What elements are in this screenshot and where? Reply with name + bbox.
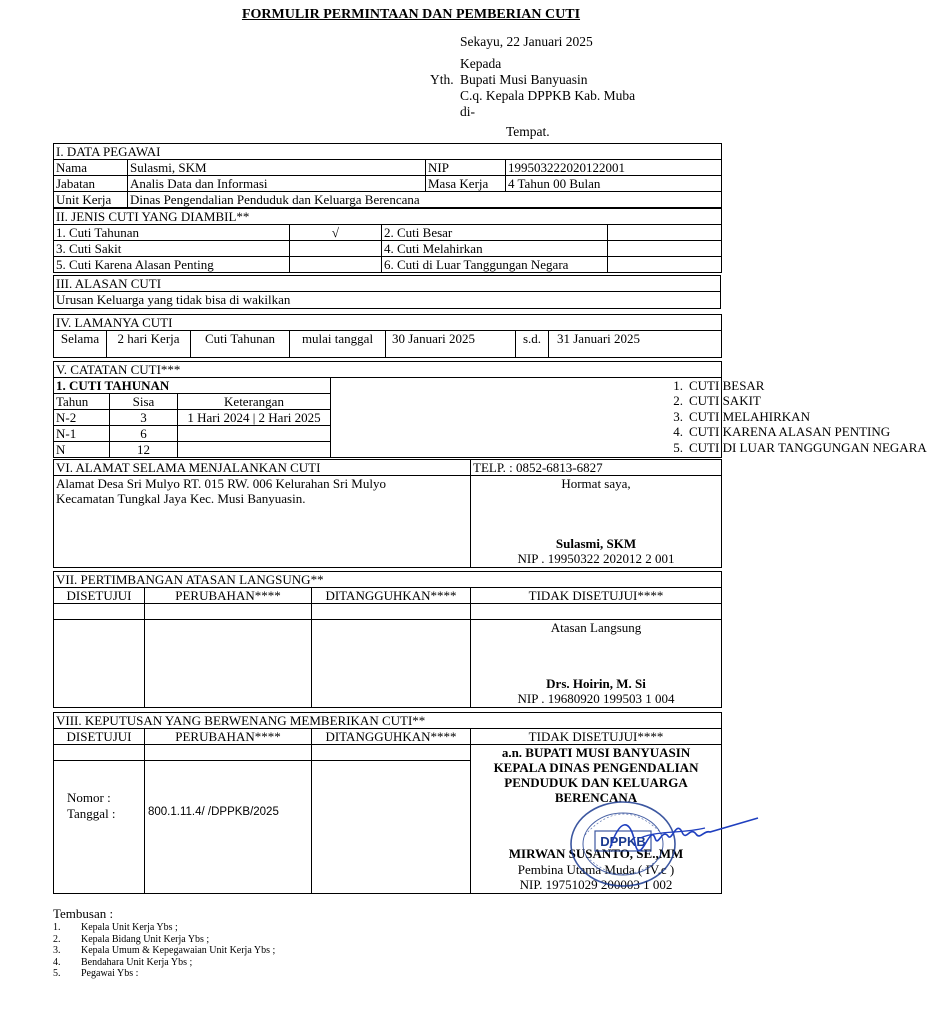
duration-value: 2 hari Kerja — [107, 331, 191, 358]
recipient-cq: C.q. Kepala DPPKB Kab. Muba — [460, 88, 636, 103]
list-item: 1. CUTI BESAR — [673, 378, 765, 393]
other-leave-list — [331, 378, 927, 458]
row-keterangan — [178, 442, 331, 458]
col-sisa: Sisa — [110, 394, 178, 410]
list-item: 5. CUTI DI LUAR TANGGUNGAN NEGARA — [673, 439, 927, 455]
place-date: Sekayu, 22 Januari 2025 — [460, 34, 593, 49]
cell-empty — [145, 745, 312, 761]
row-sisa: 12 — [110, 442, 178, 458]
option-cuti-tahunan: 1. Cuti Tahunan — [54, 225, 290, 241]
jabatan-value: Analis Data dan Informasi — [128, 176, 426, 192]
section-alamat — [53, 459, 722, 568]
section-alasan-cuti — [53, 275, 721, 309]
check-cell-empty — [608, 241, 722, 257]
applicant-signature-cell — [471, 476, 722, 568]
col-perubahan: PERUBAHAN**** — [145, 588, 312, 604]
cell-empty — [471, 604, 722, 620]
supervisor-name: Drs. Hoirin, M. Si — [546, 675, 646, 691]
cell-empty — [54, 604, 145, 620]
row-sisa: 3 — [110, 410, 178, 426]
check-cell-empty — [290, 241, 382, 257]
cell-empty — [312, 620, 471, 708]
official-rank: Pembina Utama Muda ( IV.c ) — [517, 861, 675, 877]
applicant-nip: NIP . 19950322 202012 2 001 — [517, 551, 675, 566]
unit-kerja-label: Unit Kerja — [54, 192, 128, 208]
section-heading: III. ALASAN CUTI — [54, 276, 721, 292]
signature-space — [471, 636, 721, 676]
list-item: 3. Kepala Umum & Kepegawaian Unit Kerja Ybs ; — [53, 945, 276, 956]
supervisor-nip: NIP . 19680920 199503 1 004 — [517, 691, 675, 706]
signature-space — [471, 805, 721, 846]
hormat-saya: Hormat saya, — [561, 476, 631, 491]
an-line-1: a.n. BUPATI MUSI BANYUASIN — [501, 745, 691, 760]
col-keterangan: Keterangan — [178, 394, 331, 410]
list-item: 4. Bendahara Unit Kerja Ybs ; — [53, 956, 193, 968]
section-heading: VIII. KEPUTUSAN YANG BERWENANG MEMBERIKAN CUTI** — [54, 713, 722, 729]
list-item: 2. Kepala Bidang Unit Kerja Ybs ; — [53, 933, 210, 945]
an-line-3: PENDUDUK DAN KELUARGA — [504, 775, 688, 790]
recipient-di: di- — [460, 104, 475, 119]
section-heading: II. JENIS CUTI YANG DIAMBIL** — [54, 209, 722, 225]
list-item: 4. CUTI KARENA ALASAN PENTING — [673, 424, 891, 440]
option-cuti-luar-tanggungan: 6. Cuti di Luar Tanggungan Negara — [382, 257, 608, 273]
row-tahun: N — [54, 442, 110, 458]
cell-empty — [145, 604, 312, 620]
list-item: 1. Kepala Unit Kerja Ybs ; — [53, 922, 178, 933]
official-name: MIRWAN SUSANTO, SE.,MM — [508, 846, 684, 861]
form-title: FORMULIR PERMINTAAN DAN PEMBERIAN CUTI — [241, 7, 581, 22]
jabatan-label: Jabatan — [54, 176, 128, 192]
section-pertimbangan-atasan — [53, 571, 722, 708]
list-item: 3. CUTI MELAHIRKAN — [673, 408, 810, 424]
cell-empty — [312, 761, 471, 894]
applicant-name: Sulasmi, SKM — [555, 535, 637, 551]
option-cuti-melahirkan: 4. Cuti Melahirkan — [382, 241, 608, 257]
check-cell-empty — [608, 257, 722, 273]
col-tidak-disetujui: TIDAK DISETUJUI**** — [471, 588, 722, 604]
section-heading: I. DATA PEGAWAI — [54, 144, 722, 160]
address-line-2: Kecamatan Tungkal Jaya Kec. Musi Banyuasin. — [56, 491, 306, 506]
row-keterangan — [178, 426, 331, 442]
check-cell-empty — [290, 257, 382, 273]
atasan-label: Atasan Langsung — [550, 620, 642, 635]
nama-label: Nama — [54, 160, 128, 176]
an-line-2: KEPALA DINAS PENGENDALIAN — [493, 760, 699, 775]
section-jenis-cuti — [53, 208, 722, 273]
option-cuti-sakit: 3. Cuti Sakit — [54, 241, 290, 257]
row-tahun: N-2 — [54, 410, 110, 426]
nip-label: NIP — [426, 160, 506, 176]
selama-label: Selama — [54, 331, 107, 358]
col-tahun: Tahun — [54, 394, 110, 410]
section-lamanya-cuti — [53, 314, 722, 358]
cell-empty — [312, 745, 471, 761]
other-leave-items — [331, 378, 927, 455]
cell-empty — [54, 620, 145, 708]
cuti-tahunan-subheading: 1. CUTI TAHUNAN — [54, 378, 331, 394]
tembusan-list — [53, 922, 275, 980]
section-heading: IV. LAMANYA CUTI — [54, 315, 722, 331]
cell-empty — [145, 620, 312, 708]
decision-number-cell — [145, 761, 312, 894]
end-date: 31 Januari 2025 — [549, 331, 722, 358]
tanggal-label: Tanggal : — [67, 806, 116, 821]
official-signature-cell — [471, 745, 722, 894]
check-cell-empty — [608, 225, 722, 241]
nomor-tanggal-cell — [54, 761, 145, 894]
official-nip: NIP. 19751029 200003 1 002 — [519, 877, 673, 892]
tembusan-heading: Tembusan : — [53, 906, 114, 921]
col-perubahan: PERUBAHAN**** — [145, 729, 312, 745]
col-disetujui: DISETUJUI — [54, 729, 145, 745]
masa-kerja-label: Masa Kerja — [426, 176, 506, 192]
row-sisa: 6 — [110, 426, 178, 442]
col-tidak-disetujui: TIDAK DISETUJUI**** — [471, 729, 722, 745]
start-date: 30 Januari 2025 — [386, 331, 516, 358]
decision-number: 800.1.11.4/ /DPPKB/2025 — [148, 806, 279, 818]
signature-space — [471, 492, 721, 536]
section-heading: VII. PERTIMBANGAN ATASAN LANGSUNG** — [54, 572, 722, 588]
row-tahun: N-1 — [54, 426, 110, 442]
section-data-pegawai — [53, 143, 722, 208]
nip-value: 199503222020122001 — [506, 160, 722, 176]
nomor-label: Nomor : — [67, 790, 111, 805]
cell-empty — [54, 745, 145, 761]
masa-kerja-value: 4 Tahun 00 Bulan — [506, 176, 722, 192]
col-ditangguhkan: DITANGGUHKAN**** — [312, 729, 471, 745]
nama-value: Sulasmi, SKM — [128, 160, 426, 176]
unit-kerja-value: Dinas Pengendalian Penduduk dan Keluarga Berencana — [128, 192, 722, 208]
option-cuti-alasan-penting: 5. Cuti Karena Alasan Penting — [54, 257, 290, 273]
address-cell — [54, 476, 471, 568]
section-heading: V. CATATAN CUTI*** — [54, 362, 722, 378]
list-item: 2. CUTI SAKIT — [673, 393, 761, 409]
an-line-4: BERENCANA — [554, 790, 638, 805]
section-heading: VI. ALAMAT SELAMA MENJALANKAN CUTI — [54, 460, 471, 476]
reason-text: Urusan Keluarga yang tidak bisa di wakilkan — [54, 292, 721, 309]
section-catatan-cuti — [53, 361, 927, 458]
supervisor-signature-cell — [471, 620, 722, 708]
recipient-place: Tempat. — [506, 124, 550, 139]
yth-label: Yth. — [430, 72, 454, 87]
check-mark: √ — [290, 225, 382, 241]
list-item: 5. Pegawai Ybs : — [53, 968, 139, 979]
col-disetujui: DISETUJUI — [54, 588, 145, 604]
section-keputusan — [53, 712, 722, 894]
cell-empty — [312, 604, 471, 620]
stamp-label: DPPKB — [600, 834, 646, 849]
address-line-1: Alamat Desa Sri Mulyo RT. 015 RW. 006 Kelurahan Sri Mulyo — [56, 476, 386, 491]
option-cuti-besar: 2. Cuti Besar — [382, 225, 608, 241]
recipient: Bupati Musi Banyuasin — [460, 72, 588, 87]
col-ditangguhkan: DITANGGUHKAN**** — [312, 588, 471, 604]
row-keterangan: 1 Hari 2024 | 2 Hari 2025 — [178, 410, 331, 426]
telp: TELP. : 0852-6813-6827 — [471, 460, 722, 476]
sd-label: s.d. — [516, 331, 549, 358]
mulai-label: mulai tanggal — [290, 331, 386, 358]
to-label: Kepada — [460, 56, 502, 71]
leave-type-value: Cuti Tahunan — [191, 331, 290, 358]
